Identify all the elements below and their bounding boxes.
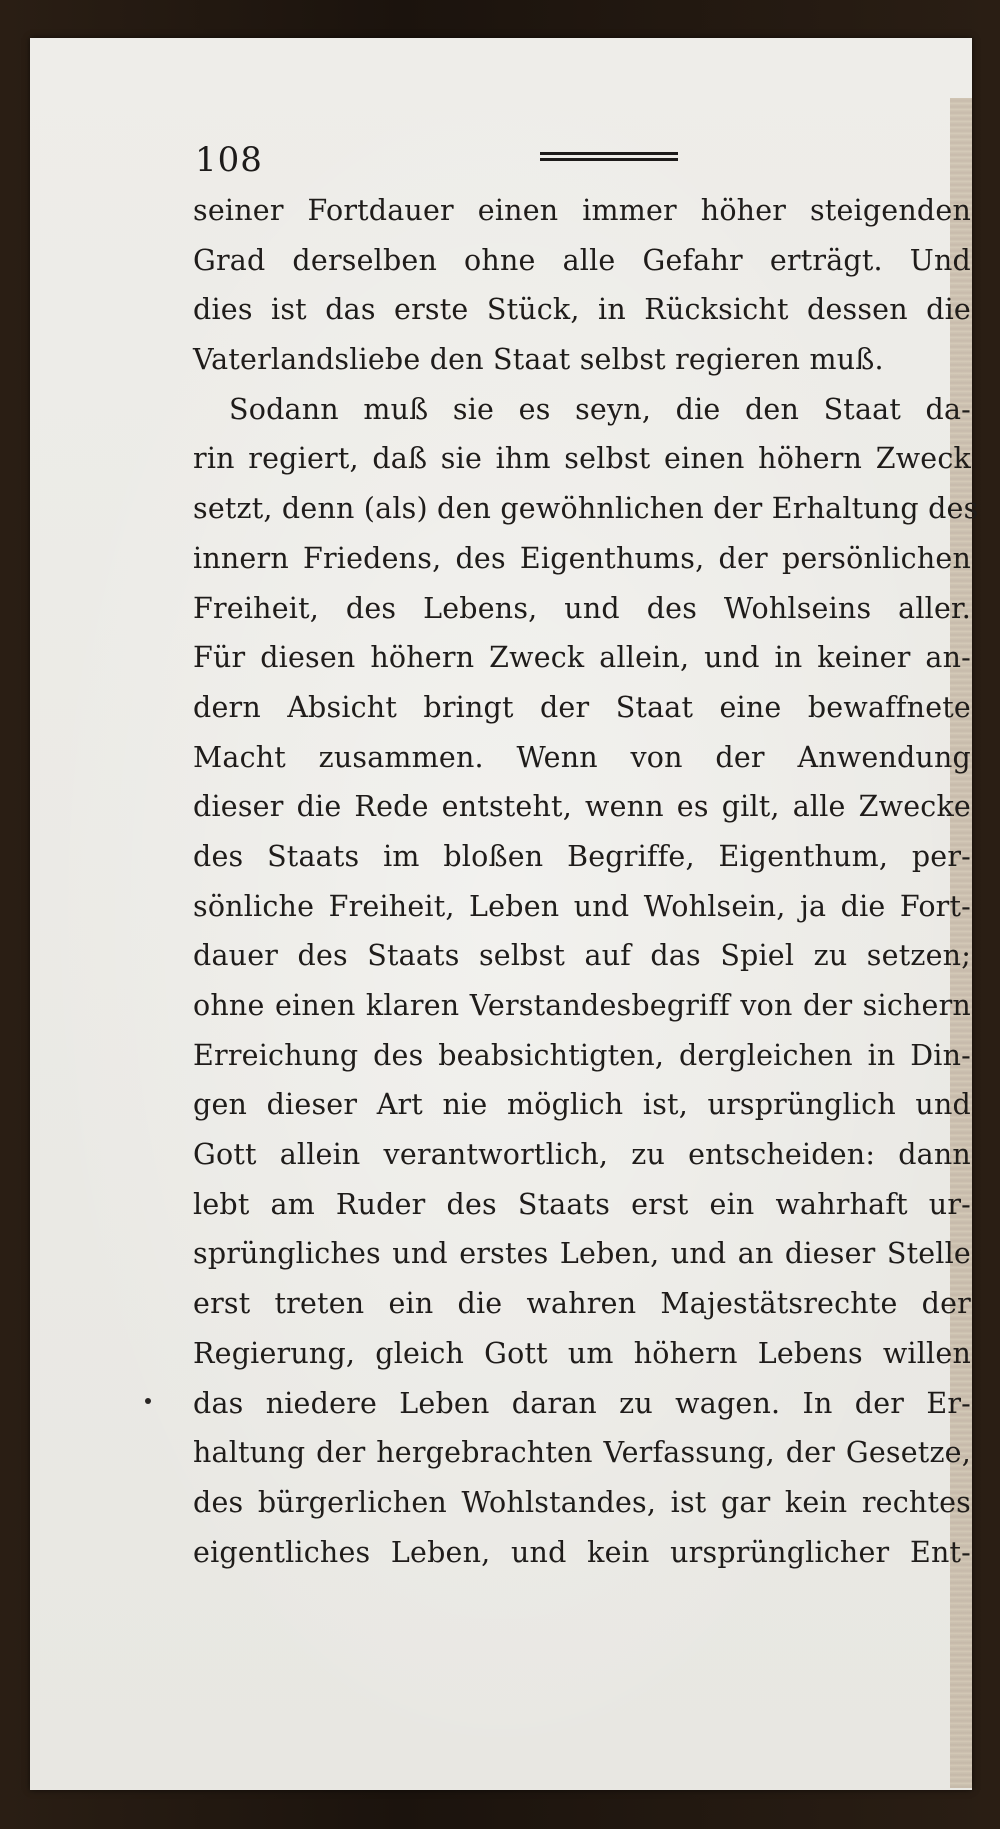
margin-mark <box>145 1398 151 1404</box>
text-line: setzt, denn (als) den gewöhnlichen der Erhaltung des <box>193 492 979 526</box>
text-line: dies ist das erste Stück, in Rücksicht dessen die <box>193 293 971 327</box>
text-line: sprüngliches und erstes Leben, und an dieser Stelle <box>193 1237 971 1271</box>
text-line: das niedere Leben daran zu wagen. In der Er- <box>193 1386 971 1420</box>
text-line: gen dieser Art nie möglich ist, ursprünglich und <box>193 1088 971 1122</box>
text-line: dern Absicht bringt der Staat eine bewaffnete <box>193 690 971 724</box>
text-line: Regierung, gleich Gott um höhern Lebens willen <box>193 1336 971 1370</box>
text-line: Für diesen höhern Zweck allein, und in keiner an- <box>193 641 971 675</box>
text-line: Grad derselben ohne alle Gefahr erträgt. Und <box>193 243 971 277</box>
text-line: Gott allein verantwortlich, zu entscheiden: dann <box>193 1138 971 1172</box>
text-line: sönliche Freiheit, Leben und Wohlsein, ja die Fort- <box>193 889 971 923</box>
text-line: haltung der hergebrachten Verfassung, der Gesetze, <box>193 1436 971 1470</box>
text-line: Vaterlandsliebe den Staat selbst regieren muß. <box>193 343 884 377</box>
text-line: erst treten ein die wahren Majestätsrechte der <box>193 1287 971 1321</box>
text-line: Macht zusammen. Wenn von der Anwendung <box>193 740 971 774</box>
text-line: des bürgerlichen Wohlstandes, ist gar kein rechtes <box>193 1485 971 1519</box>
text-line: Erreichung des beabsichtigten, dergleichen in Din- <box>193 1038 971 1072</box>
text-line: dauer des Staats selbst auf das Spiel zu setzen; <box>193 939 971 973</box>
text-line: des Staats im bloßen Begriffe, Eigenthum, per- <box>193 839 971 873</box>
text-line: ohne einen klaren Verstandesbegriff von der sichern <box>193 989 971 1022</box>
header-rule <box>540 152 678 162</box>
page-header <box>195 140 795 180</box>
text-line: seiner Fortdauer einen immer höher steigenden <box>193 194 971 227</box>
text-line: Freiheit, des Lebens, und des Wohlseins aller. <box>193 591 971 625</box>
body-text <box>193 186 979 1577</box>
text-line: innern Friedens, des Eigenthums, der persönlichen <box>193 541 971 575</box>
page-number: 108 <box>195 140 263 180</box>
text-line: rin regiert, daß sie ihm selbst einen höhern Zweck <box>193 442 971 476</box>
text-line: Sodann muß sie es seyn, die den Staat da- <box>229 392 971 426</box>
text-line: lebt am Ruder des Staats erst ein wahrhaft ur- <box>193 1187 971 1221</box>
text-line: dieser die Rede entsteht, wenn es gilt, alle Zwecke <box>193 790 971 824</box>
text-line: eigentliches Leben, und kein ursprünglicher Ent- <box>193 1535 971 1569</box>
